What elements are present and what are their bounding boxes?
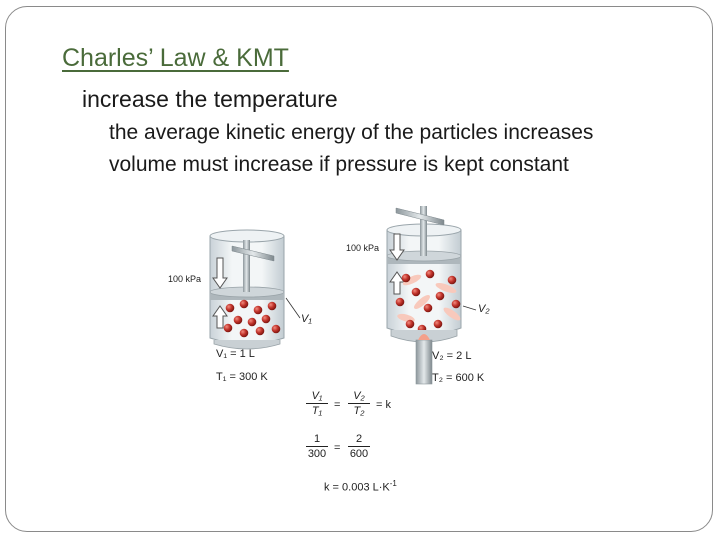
- fraction-denominator: T₁: [311, 405, 323, 417]
- fraction-numerator: 1: [313, 433, 321, 445]
- fraction-2-600: [348, 433, 370, 460]
- equals-sign: =: [334, 442, 341, 454]
- fraction-numerator: V₂: [353, 390, 365, 402]
- equation-block: [306, 390, 426, 494]
- k-result-text: k = 0.003 L·K: [324, 481, 390, 494]
- left-temperature-value: T₁ = 300 K: [216, 371, 268, 383]
- left-volume-symbol: V₁: [301, 313, 312, 325]
- fraction-denominator: 600: [349, 448, 369, 460]
- bullet-volume-increase: [89, 153, 569, 177]
- k-result: [324, 479, 397, 494]
- fraction-v2-t2: [348, 390, 370, 417]
- fraction-bar: [348, 446, 370, 447]
- fraction-bar: [306, 446, 328, 447]
- equals-k: = k: [376, 399, 391, 411]
- fraction-denominator: 300: [307, 448, 327, 460]
- bullet-increase-temperature: [62, 86, 338, 113]
- fraction-bar: [348, 403, 370, 404]
- right-volume-value: V₂ = 2 L: [432, 350, 472, 362]
- equals-sign: =: [334, 399, 341, 411]
- fraction-1-300: [306, 433, 328, 460]
- right-temperature-value: T₂ = 600 K: [432, 372, 485, 384]
- right-volume-symbol: V₂: [478, 303, 490, 315]
- charles-law-figure: [160, 198, 500, 498]
- fraction-bar: [306, 403, 328, 404]
- bullet-text: increase the temperature: [82, 86, 338, 112]
- k-result-exponent: -1: [389, 479, 397, 488]
- bullet-kinetic-energy: [89, 121, 593, 145]
- fraction-numerator: V₁: [311, 390, 323, 402]
- slide-title: Charles’ Law & KMT: [62, 44, 289, 72]
- right-pressure-label: 100 kPa: [346, 243, 380, 253]
- bullet-text: volume must increase if pressure is kept constant: [109, 153, 569, 176]
- fraction-denominator: T₂: [353, 405, 365, 417]
- left-volume-value: V₁ = 1 L: [216, 348, 255, 360]
- left-pressure-label: 100 kPa: [168, 274, 202, 284]
- fraction-numerator: 2: [355, 433, 363, 445]
- left-cylinder: [210, 230, 300, 349]
- bullet-text: the average kinetic energy of the particles increases: [109, 121, 594, 144]
- fraction-v1-t1: [306, 390, 328, 417]
